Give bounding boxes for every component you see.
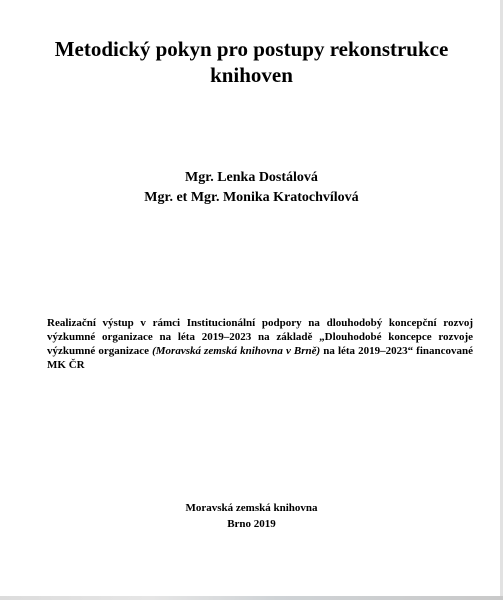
document-title: Metodický pokyn pro postupy rekonstrukce knihoven [54,37,449,87]
author-list [20,168,483,208]
place-year: Brno 2019 [227,518,276,530]
bottom-scroll-strip [0,596,503,600]
author-name: Mgr. et Mgr. Monika Kratochvílová [144,190,359,205]
description-text: na léta 2019–2023“ financované MK ČR [47,345,474,371]
publisher: Moravská zemská knihovna [185,502,318,514]
project-description [47,316,473,372]
description-text: Realizační výstup v rámci Institucionální podpory na dlouhodobý koncepční rozvoj výzkumné organizace na léta 2019–2023 na základě „Dlouhodobé koncepce rozvoje výzkumné organizace [47,317,473,357]
description-organization: (Moravská zemská knihovna v Brně) [152,345,321,357]
publication-info [20,500,483,532]
author-name: Mgr. Lenka Dostálová [185,170,318,185]
